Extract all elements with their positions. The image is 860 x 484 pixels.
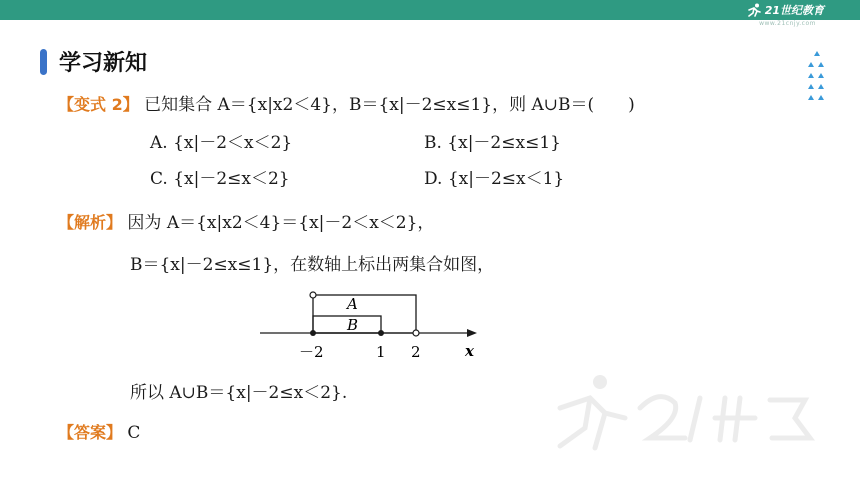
analysis-text-2: B＝{x|－2≤x≤1}，在数轴上标出两集合如图， — [130, 255, 495, 275]
brand-url: www.21cnjy.com — [759, 20, 816, 27]
question-line — [58, 90, 635, 115]
watermark-logo-icon — [540, 368, 830, 458]
question-tag: 【变式 2】 — [58, 95, 139, 114]
closed-point-b-right — [378, 330, 384, 336]
question-text: 已知集合 A＝{x|x2＜4}，B＝{x|－2≤x≤1}，则 A∪B＝( ) — [144, 95, 635, 115]
set-a-bracket — [313, 295, 416, 333]
axis-label: x — [465, 342, 474, 360]
open-point-a-right — [413, 330, 419, 336]
runner-icon — [746, 3, 762, 17]
section-marker — [40, 49, 47, 75]
tick-label-neg2: －2 — [299, 343, 324, 361]
number-line-diagram — [255, 284, 485, 364]
answer-value: C — [127, 423, 141, 443]
analysis-tag: 【解析】 — [58, 213, 123, 232]
option-c: C. {x|－2≤x＜2} — [150, 169, 290, 189]
label-b: B — [347, 316, 359, 334]
analysis-text-1: 因为 A＝{x|x2＜4}＝{x|－2＜x＜2}， — [127, 213, 435, 233]
option-a: A. {x|－2＜x＜2} — [150, 133, 293, 153]
analysis-text-3: 所以 A∪B＝{x|－2≤x＜2}. — [130, 383, 348, 403]
option-d: D. {x|－2≤x＜1} — [424, 169, 565, 189]
closed-point-b-left — [310, 330, 316, 336]
triangle-decoration-icon — [806, 50, 828, 106]
analysis-line-1 — [58, 208, 434, 233]
axis-arrow-icon — [467, 329, 477, 337]
option-b: B. {x|－2≤x≤1} — [424, 133, 561, 153]
header-bar — [0, 0, 860, 20]
answer-tag: 【答案】 — [58, 423, 123, 442]
brand-logo — [746, 2, 824, 18]
brand-name: 21世纪教育 — [764, 4, 824, 17]
open-point-a-left — [310, 292, 316, 298]
label-a: A — [347, 295, 358, 313]
answer-line — [58, 420, 140, 443]
tick-label-1: 1 — [376, 343, 386, 361]
section-title: 学习新知 — [59, 51, 148, 76]
tick-label-2: 2 — [411, 343, 421, 361]
section-header — [40, 46, 147, 77]
